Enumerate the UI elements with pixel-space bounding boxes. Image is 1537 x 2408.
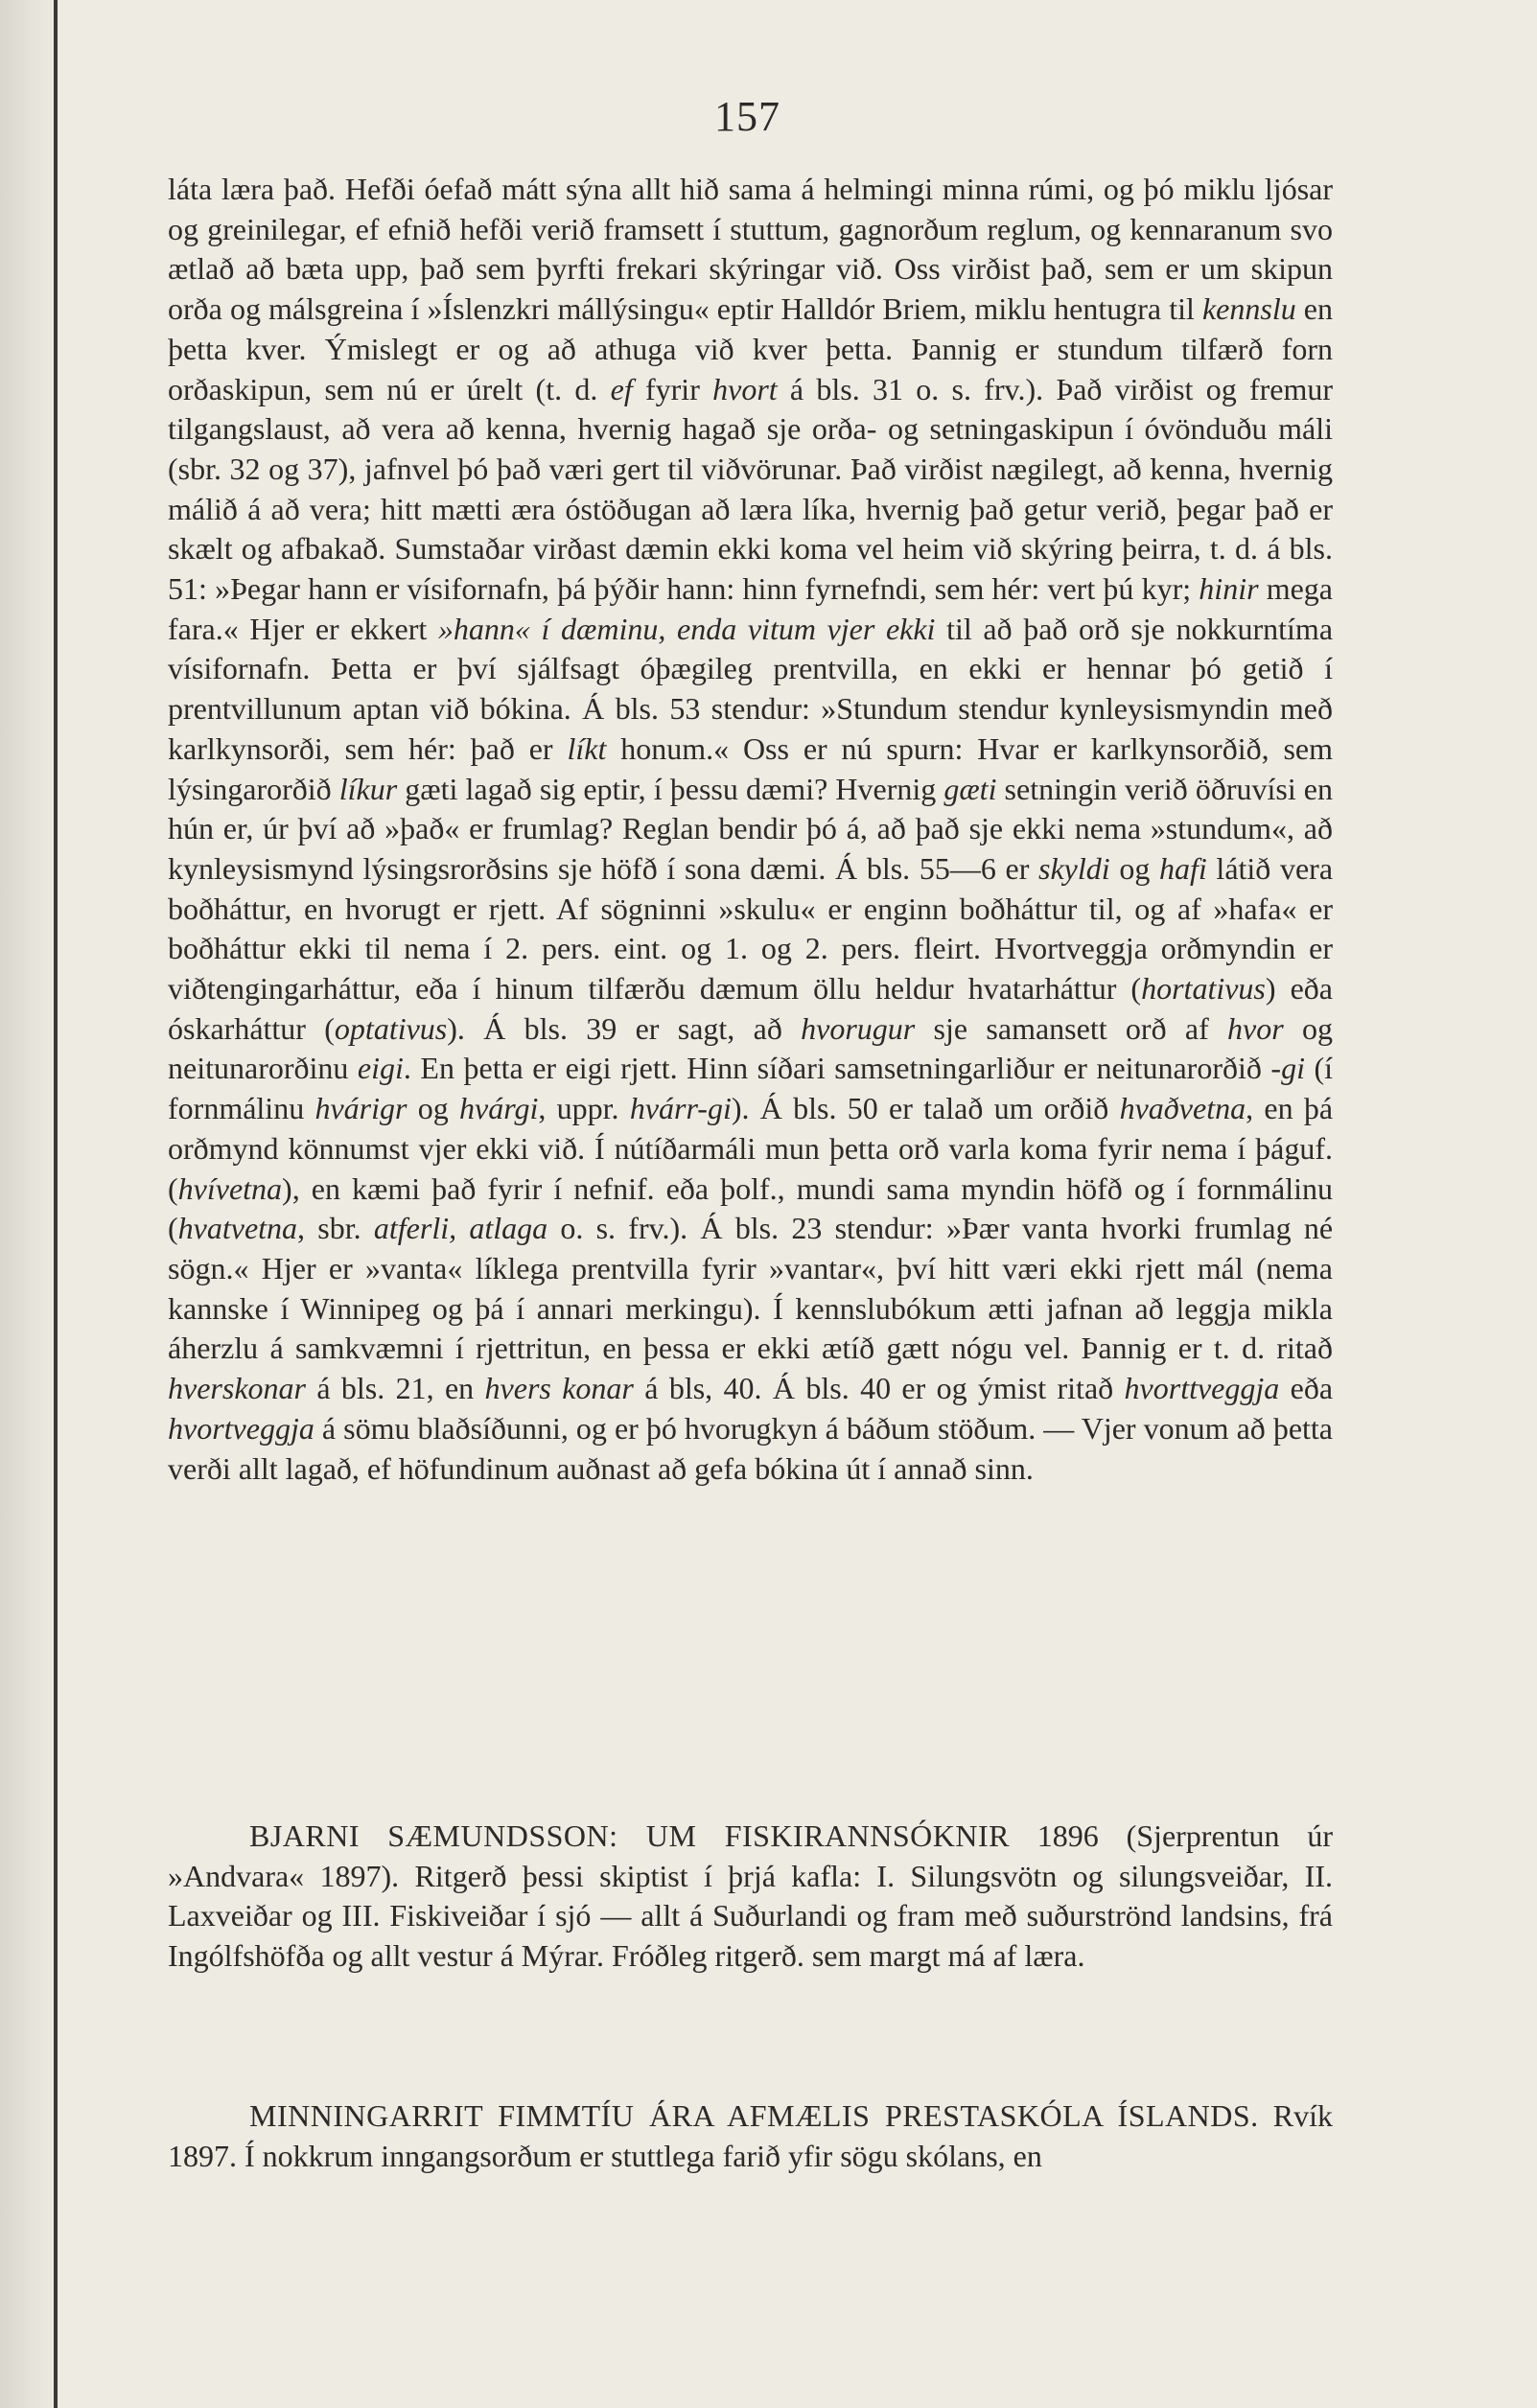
review-bjarni-saemundsson [168,1817,1333,1977]
italic-word: ef [610,371,633,406]
text-run: á bls, 40. Á bls. 40 er og ýmist ritað [633,1371,1125,1406]
text-run: setningin verið öðruvísi en hún er, úr því að »það« er frumlag? Reglan bendir þó á, að það sje ekki nema »stundum«, að kynleysismynd lýsingsrorðsins sje höfð í sona dæmi. Á bls. 55—6 er [168,771,1333,886]
italic-word: hvorttveggja [1124,1371,1280,1406]
text-run: og neitunarorðinu [168,1010,1334,1086]
italic-word: eigi [357,1051,404,1086]
italic-word: hortativus [1141,971,1266,1007]
italic-word: hinir [1199,571,1259,607]
text-run: (í fornmálinu [168,1051,1334,1126]
text-run: látið vera boðháttur, en hvorugt er rjett. Af sögninni »skulu« er enginn boðháttur til, og af »hafa« er boðháttur ekki til nema í 2. pers. eint. og 1. og 2. pers. fleirt. Hvortveggja orðmyndin er viðtengingarháttur, eða í hinum tilfærðu dæmum öllu heldur hvatarháttur ( [168,850,1334,1007]
italic-word: hvaðvetna [1119,1091,1246,1126]
review-continuation-paragraph [168,170,1333,1489]
text-run: sje samansett orð af [915,1010,1228,1046]
review-heading: BJARNI SÆMUNDSSON: UM FISKIRANNSÓKNIR [249,1818,1011,1853]
italic-word: skyldi [1038,850,1110,886]
text-run: o. s. frv.). Á bls. 23 stendur: »Þær vanta hvorki frumlag né sögn.« Hjer er »vanta« líklega prentvilla fyrir »vantar«, því hitt væri ekki rjett mál (nema kannske í Winnipeg og þá í annari merkingu). Í kennslubókum ætti jafnan að leggja mikla áherzlu á samkvæmni í rjettritun, en þessa er ekki ætíð gætt nógu vel. Þannig er t. d. ritað [168,1211,1334,1366]
italic-word: líkur [338,771,398,806]
italic-word: -gi [1270,1051,1305,1086]
text-run: mega fara.« Hjer er ekkert [168,571,1334,646]
page-number: 157 [714,93,780,140]
text-run: , en þá orðmynd könnumst vjer ekki við. Í nútíðarmáli mun þetta orð varla koma fyrir nema í þáguf. ( [168,1091,1334,1206]
text-run: láta læra það. Hefði óefað mátt sýna allt hið sama á helmingi minna rúmi, og þó miklu ljósar og greinilegar, ef efnið hefði verið framsett í stuttum, gagnorðum reglum, og kennaranum svo ætlað að bæta upp, það sem þyrfti frekari skýringar við. Oss virðist það, sem er um skipun orða og málsgreina í »Íslenzkri mállýsingu« eptir Halldór Briem, miklu hentugra til [168,172,1333,327]
text-run: og [1109,850,1159,886]
italic-word: hvortveggja [168,1410,314,1446]
main-review-text [168,170,1333,1489]
italic-phrase: »hann« í dæminu, enda vitum vjer ekki [437,611,936,646]
italic-word: hvívetna [177,1170,283,1206]
italic-word: hvárgi [459,1091,539,1126]
text-run: á sömu blaðsíðunni, og er þó hvorugkyn á báðum stöðum. — Vjer vonum að þetta verði allt lagað, ef höfundinum auðnast að gefa bókina út í annað sinn. [168,1410,1333,1486]
italic-word: líkt [567,730,607,766]
text-run: ). Á bls. 39 er sagt, að [447,1010,802,1046]
text-run: . En þetta er eigi rjett. Hinn síðari samsetningarliður er neitunarorðið [403,1051,1271,1086]
italic-word: gæti [943,771,997,806]
book-gutter-shadow [0,0,59,2408]
italic-word: hvatvetna [177,1211,298,1246]
italic-word: hafi [1158,850,1207,886]
text-run: en þetta kver. Ýmislegt er og að athuga við kver þetta. Þannig er stundum tilfærð forn orðaskipun, sem nú er úrelt (t. d. [168,291,1334,406]
review-paragraph [168,1817,1333,1977]
text-run: , uppr. [538,1091,630,1126]
italic-word: kennslu [1201,291,1296,327]
text-run: , sbr. [297,1211,374,1246]
text-run: ). Á bls. 50 er talað um orðið [731,1091,1120,1126]
italic-word: hvárr-gi [629,1091,732,1126]
italic-word: hvor [1227,1010,1284,1046]
review-paragraph [168,2096,1333,2176]
review-heading: MINNINGARRIT FIMMTÍU ÁRA AFMÆLIS PRESTASKÓLA ÍSLANDS. [249,2098,1259,2133]
text-run: eða [1279,1371,1334,1406]
italic-word: hvort [712,371,778,406]
text-run: ) eða óskarháttur ( [168,971,1334,1046]
italic-word: hverskonar [168,1371,306,1406]
text-run: honum.« Oss er nú spurn: Hvar er karlkynsorðið, sem lýsingarorðið [168,730,1334,806]
review-minningarrit [168,2096,1333,2176]
text-run: á bls. 31 o. s. frv.). Það virðist og fremur tilgangslaust, að vera að kenna, hvernig hagað sje orða- og setningaskipun í óvönduðu máli (sbr. 32 og 37), jafnvel þó það væri gert til viðvörunar. Það virðist nægilegt, að kenna, hvernig málið á að vera; hitt mætti æra óstöðugan að læra líka, hvernig það getur verið, þegar það er skælt og afbakað. Sumstaðar virðast dæmin ekki koma vel heim við skýring þeirra, t. d. á bls. 51: »Þegar hann er vísifornafn, þá þýðir hann: hinn fyrnefndi, sem hér: vert þú kyr; [168,371,1334,607]
italic-phrase: hvers konar [484,1371,634,1406]
text-run: ), en kæmi það fyrir í nefnif. eða þolf., mundi sama myndin höfð og í fornmálinu ( [168,1170,1333,1246]
binding-edge [54,0,58,2408]
text-run: gæti lagað sig eptir, í þessu dæmi? Hvernig [397,771,944,806]
italic-phrase: atferli, atlaga [373,1211,548,1246]
text-run: fyrir [632,371,713,406]
italic-word: hvorugur [801,1010,916,1046]
italic-word: hvárigr [314,1091,408,1126]
review-body: Rvík 1897. Í nokkrum inngangsorðum er stuttlega farið yfir sögu skólans, en [168,2098,1334,2173]
text-run: og [407,1091,460,1126]
italic-word: optativus [334,1010,448,1046]
text-run: á bls. 21, en [305,1371,485,1406]
review-body: 1896 (Sjerprentun úr »Andvara« 1897). Ritgerð þessi skiptist í þrjá kafla: I. Silungsvötn og silungsveiðar, II. Laxveiðar og III. Fiskiveiðar í sjó — allt á Suðurlandi og fram með suðurströnd landsins, frá Ingólfshöfða og allt vestur á Mýrar. Fróðleg ritgerð. sem margt má af læra. [168,1818,1334,1974]
text-run: til að það orð sje nokkurntíma vísifornafn. Þetta er því sjálfsagt óþægileg prentvilla, en ekki er hennar þó getið í prentvillunum aptan við bókina. Á bls. 53 stendur: »Stundum stendur kynleysismyndin með karlkynsorði, sem hér: það er [168,611,1334,766]
